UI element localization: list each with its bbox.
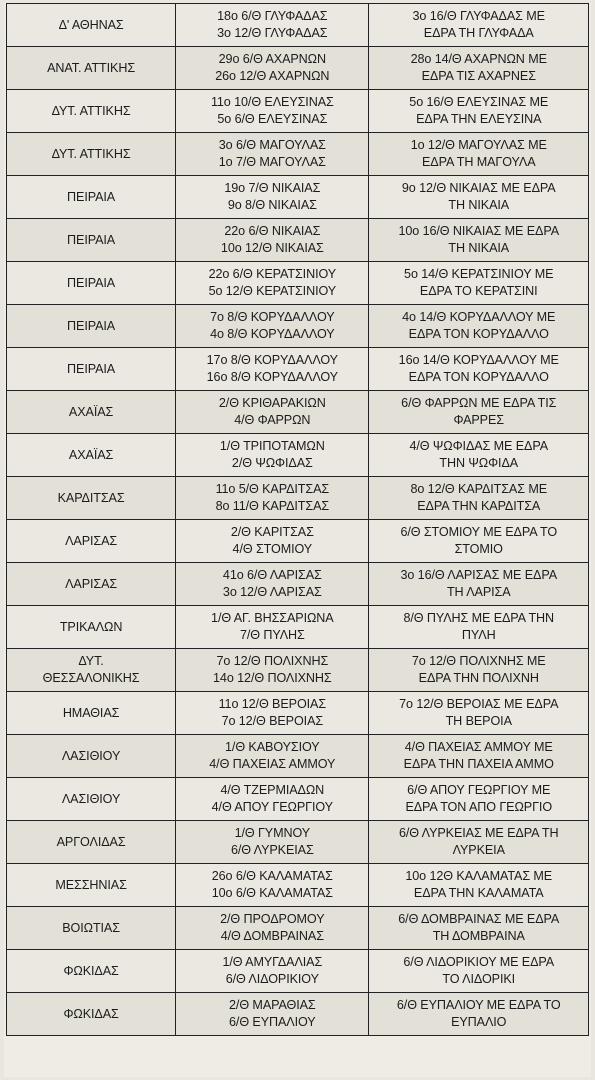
resulting-school-cell xyxy=(369,90,589,133)
school-name: 1/Θ ΑΓ. ΒΗΣΣΑΡΙΩΝΑ xyxy=(211,611,334,625)
resulting-school-cell xyxy=(369,176,589,219)
region-cell: ΠΕΙΡΑΙΑ xyxy=(7,219,176,262)
table-row xyxy=(7,477,589,520)
resulting-school-line: 28ο 14/Θ ΑΧΑΡΝΩΝ ΜΕ xyxy=(410,52,547,66)
merged-schools-cell xyxy=(176,348,369,391)
merged-schools-cell xyxy=(176,47,369,90)
school-name: 1/Θ ΚΑΒΟΥΣΙΟΥ xyxy=(225,740,320,754)
resulting-school-line: 4ο 14/Θ ΚΟΡΥΔΑΛΛΟΥ ΜΕ xyxy=(402,310,556,324)
school-name: 7ο 8/Θ ΚΟΡΥΔΑΛΛΟΥ xyxy=(210,310,335,324)
resulting-school-cell xyxy=(369,649,589,692)
resulting-school-cell xyxy=(369,434,589,477)
table-row xyxy=(7,4,589,47)
school-name: 19ο 7/Θ ΝΙΚΑΙΑΣ xyxy=(224,181,321,195)
resulting-school-line: 10ο 12Θ ΚΑΛΑΜΑΤΑΣ ΜΕ xyxy=(405,869,553,883)
region-cell: ΦΩΚΙΔΑΣ xyxy=(7,993,176,1036)
resulting-school-line: 6/Θ ΑΠΟΥ ΓΕΩΡΓΙΟΥ ΜΕ xyxy=(407,783,551,797)
resulting-school-cell xyxy=(369,262,589,305)
merged-schools-cell xyxy=(176,176,369,219)
school-name: 22ο 6/Θ ΚΕΡΑΤΣΙΝΙΟΥ xyxy=(208,267,337,281)
resulting-school-line: ΦΑΡΡΕΣ xyxy=(453,413,504,427)
resulting-school-cell xyxy=(369,692,589,735)
school-name: 2/Θ ΠΡΟΔΡΟΜΟΥ xyxy=(220,912,325,926)
region-cell: ΠΕΙΡΑΙΑ xyxy=(7,176,176,219)
table-row xyxy=(7,950,589,993)
school-name: 6/Θ ΛΙΔΟΡΙΚΙΟΥ xyxy=(225,972,319,986)
school-name: 4/Θ ΔΟΜΒΡΑΙΝΑΣ xyxy=(220,929,324,943)
resulting-school-line: ΤΗΝ ΨΩΦΙΔΑ xyxy=(439,456,519,470)
resulting-school-line: ΛΥΡΚΕΙΑ xyxy=(452,843,505,857)
school-name: 29ο 6/Θ ΑΧΑΡΝΩΝ xyxy=(218,52,326,66)
region-cell: ΦΩΚΙΔΑΣ xyxy=(7,950,176,993)
school-merger-table xyxy=(6,3,589,1036)
resulting-school-line: 6/Θ ΦΑΡΡΩΝ ΜΕ ΕΔΡΑ ΤΙΣ xyxy=(401,396,557,410)
table-row xyxy=(7,735,589,778)
table-row xyxy=(7,133,589,176)
school-name: 1ο 7/Θ ΜΑΓΟΥΛΑΣ xyxy=(218,155,326,169)
merged-schools-cell xyxy=(176,649,369,692)
resulting-school-line: ΤΗ ΔΟΜΒΡΑΙΝΑ xyxy=(432,929,525,943)
table-body xyxy=(7,4,589,1036)
table-row xyxy=(7,520,589,563)
region-cell: ΗΜΑΘΙΑΣ xyxy=(7,692,176,735)
resulting-school-line: 7ο 12/Θ ΒΕΡΟΙΑΣ ΜΕ ΕΔΡΑ xyxy=(399,697,559,711)
region-name-line: ΘΕΣΣΑΛΟΝΙΚΗΣ xyxy=(42,671,140,685)
merged-schools-cell xyxy=(176,778,369,821)
resulting-school-cell xyxy=(369,864,589,907)
resulting-school-cell xyxy=(369,520,589,563)
resulting-school-cell xyxy=(369,821,589,864)
school-name: 3ο 12/Θ ΓΛΥΦΑΔΑΣ xyxy=(217,26,328,40)
school-name: 6/Θ ΕΥΠΑΛΙΟΥ xyxy=(229,1015,316,1029)
table-row xyxy=(7,606,589,649)
resulting-school-line: 1ο 12/Θ ΜΑΓΟΥΛΑΣ ΜΕ xyxy=(410,138,547,152)
school-name: 2/Θ ΨΩΦΙΔΑΣ xyxy=(231,456,313,470)
table-row xyxy=(7,305,589,348)
resulting-school-cell xyxy=(369,735,589,778)
newspaper-clipping xyxy=(4,3,591,1077)
resulting-school-line: 8/Θ ΠΥΛΗΣ ΜΕ ΕΔΡΑ ΤΗΝ xyxy=(403,611,555,625)
resulting-school-line: 9ο 12/Θ ΝΙΚΑΙΑΣ ΜΕ ΕΔΡΑ xyxy=(401,181,556,195)
school-name: 4/Θ ΦΑΡΡΩΝ xyxy=(234,413,311,427)
table-row xyxy=(7,219,589,262)
merged-schools-cell xyxy=(176,4,369,47)
merged-schools-cell xyxy=(176,262,369,305)
merged-schools-cell xyxy=(176,219,369,262)
school-name: 3ο 6/Θ ΜΑΓΟΥΛΑΣ xyxy=(218,138,326,152)
school-name: 4/Θ ΤΖΕΡΜΙΑΔΩΝ xyxy=(220,783,325,797)
school-name: 4/Θ ΠΑΧΕΙΑΣ ΑΜΜΟΥ xyxy=(209,757,336,771)
resulting-school-cell xyxy=(369,606,589,649)
table-row xyxy=(7,649,589,692)
resulting-school-line: 5ο 14/Θ ΚΕΡΑΤΣΙΝΙΟΥ ΜΕ xyxy=(404,267,554,281)
resulting-school-cell xyxy=(369,47,589,90)
table-row xyxy=(7,348,589,391)
school-name: 26ο 12/Θ ΑΧΑΡΝΩΝ xyxy=(215,69,330,83)
merged-schools-cell xyxy=(176,993,369,1036)
school-name: 26ο 6/Θ ΚΑΛΑΜΑΤΑΣ xyxy=(211,869,333,883)
resulting-school-line: 6/Θ ΛΙΔΟΡΙΚΙΟΥ ΜΕ ΕΔΡΑ xyxy=(403,955,555,969)
merged-schools-cell xyxy=(176,864,369,907)
resulting-school-line: ΕΔΡΑ ΤΗ ΓΛΥΦΑΔΑ xyxy=(423,26,534,40)
resulting-school-line: ΕΔΡΑ ΤΗ ΜΑΓΟΥΛΑ xyxy=(421,155,536,169)
merged-schools-cell xyxy=(176,606,369,649)
school-name: 17ο 8/Θ ΚΟΡΥΔΑΛΛΟΥ xyxy=(206,353,338,367)
table-row xyxy=(7,391,589,434)
resulting-school-line: 7ο 12/Θ ΠΟΛΙΧΝΗΣ ΜΕ xyxy=(411,654,546,668)
resulting-school-line: ΤΗ ΛΑΡΙΣΑ xyxy=(446,585,511,599)
region-cell: ΛΑΣΙΘΙΟΥ xyxy=(7,735,176,778)
region-cell: ΚΑΡΔΙΤΣΑΣ xyxy=(7,477,176,520)
resulting-school-line: 4/Θ ΨΩΦΙΔΑΣ ΜΕ ΕΔΡΑ xyxy=(409,439,549,453)
resulting-school-cell xyxy=(369,391,589,434)
resulting-school-cell xyxy=(369,907,589,950)
resulting-school-cell xyxy=(369,219,589,262)
resulting-school-line: 6/Θ ΕΥΠΑΛΙΟΥ ΜΕ ΕΔΡΑ ΤΟ xyxy=(396,998,561,1012)
resulting-school-cell xyxy=(369,305,589,348)
resulting-school-cell xyxy=(369,993,589,1036)
resulting-school-line: ΣΤΟΜΙΟ xyxy=(454,542,503,556)
school-name: 14ο 12/Θ ΠΟΛΙΧΝΗΣ xyxy=(213,671,332,685)
resulting-school-line: ΕΔΡΑ ΤΟΝ ΑΠΟ ΓΕΩΡΓΙΟ xyxy=(405,800,553,814)
region-cell: ΠΕΙΡΑΙΑ xyxy=(7,262,176,305)
region-cell: ΔΥΤ. ΑΤΤΙΚΗΣ xyxy=(7,90,176,133)
school-name: 6/Θ ΛΥΡΚΕΙΑΣ xyxy=(230,843,314,857)
merged-schools-cell xyxy=(176,133,369,176)
table-row xyxy=(7,993,589,1036)
resulting-school-line: 5ο 16/Θ ΕΛΕΥΣΙΝΑΣ ΜΕ xyxy=(409,95,549,109)
merged-schools-cell xyxy=(176,391,369,434)
merged-schools-cell xyxy=(176,434,369,477)
school-name: 5ο 6/Θ ΕΛΕΥΣΙΝΑΣ xyxy=(217,112,328,126)
resulting-school-cell xyxy=(369,477,589,520)
table-row xyxy=(7,821,589,864)
resulting-school-line: ΤΟ ΛΙΔΟΡΙΚΙ xyxy=(442,972,516,986)
merged-schools-cell xyxy=(176,950,369,993)
merged-schools-cell xyxy=(176,477,369,520)
school-name: 11ο 12/Θ ΒΕΡΟΙΑΣ xyxy=(218,697,327,711)
school-name: 8ο 11/Θ ΚΑΡΔΙΤΣΑΣ xyxy=(215,499,330,513)
resulting-school-line: ΤΗ ΝΙΚΑΙΑ xyxy=(448,198,510,212)
region-cell: ΒΟΙΩΤΙΑΣ xyxy=(7,907,176,950)
resulting-school-line: 16ο 14/Θ ΚΟΡΥΔΑΛΛΟΥ ΜΕ xyxy=(398,353,559,367)
table-row xyxy=(7,778,589,821)
resulting-school-line: ΕΔΡΑ ΤΟΝ ΚΟΡΥΔΑΛΛΟ xyxy=(408,327,549,341)
table-row xyxy=(7,864,589,907)
region-cell: ΑΧΑΪΑΣ xyxy=(7,434,176,477)
region-cell: Δ' ΑΘΗΝΑΣ xyxy=(7,4,176,47)
resulting-school-line: ΕΔΡΑ ΤΗΝ ΚΑΡΔΙΤΣΑ xyxy=(417,499,541,513)
region-name-line: ΔΥΤ. xyxy=(78,654,104,668)
resulting-school-line: ΕΔΡΑ ΤΟ ΚΕΡΑΤΣΙΝΙ xyxy=(419,284,538,298)
region-cell: ΠΕΙΡΑΙΑ xyxy=(7,305,176,348)
resulting-school-cell xyxy=(369,563,589,606)
table-row xyxy=(7,692,589,735)
school-name: 16ο 8/Θ ΚΟΡΥΔΑΛΛΟΥ xyxy=(206,370,338,384)
resulting-school-line: ΕΔΡΑ ΤΗΝ ΠΑΧΕΙΑ ΑΜΜΟ xyxy=(403,757,554,771)
merged-schools-cell xyxy=(176,90,369,133)
resulting-school-line: ΕΥΠΑΛΙΟ xyxy=(451,1015,507,1029)
region-cell: ΔΥΤ. ΑΤΤΙΚΗΣ xyxy=(7,133,176,176)
school-name: 1/Θ ΤΡΙΠΟΤΑΜΩΝ xyxy=(219,439,325,453)
resulting-school-line: 8ο 12/Θ ΚΑΡΔΙΤΣΑΣ ΜΕ xyxy=(410,482,548,496)
region-cell: ΤΡΙΚΑΛΩΝ xyxy=(7,606,176,649)
resulting-school-line: ΕΔΡΑ ΤΗΝ ΠΟΛΙΧΝΗ xyxy=(418,671,539,685)
resulting-school-line: ΤΗ ΒΕΡΟΙΑ xyxy=(445,714,512,728)
merged-schools-cell xyxy=(176,520,369,563)
school-name: 7ο 12/Θ ΠΟΛΙΧΝΗΣ xyxy=(216,654,329,668)
region-cell: ΑΡΓΟΛΙΔΑΣ xyxy=(7,821,176,864)
region-cell: ΑΧΑΪΑΣ xyxy=(7,391,176,434)
region-cell: ΑΝΑΤ. ΑΤΤΙΚΗΣ xyxy=(7,47,176,90)
school-name: 11ο 10/Θ ΕΛΕΥΣΙΝΑΣ xyxy=(210,95,334,109)
resulting-school-line: ΕΔΡΑ ΤΗΝ ΚΑΛΑΜΑΤΑ xyxy=(413,886,544,900)
merged-schools-cell xyxy=(176,907,369,950)
table-row xyxy=(7,434,589,477)
school-name: 7/Θ ΠΥΛΗΣ xyxy=(239,628,305,642)
region-cell: ΛΑΡΙΣΑΣ xyxy=(7,520,176,563)
table-row xyxy=(7,907,589,950)
resulting-school-cell xyxy=(369,4,589,47)
school-name: 4/Θ ΑΠΟΥ ΓΕΩΡΓΙΟΥ xyxy=(211,800,333,814)
merged-schools-cell xyxy=(176,305,369,348)
merged-schools-cell xyxy=(176,735,369,778)
school-name: 7ο 12/Θ ΒΕΡΟΙΑΣ xyxy=(221,714,324,728)
resulting-school-line: 6/Θ ΔΟΜΒΡΑΙΝΑΣ ΜΕ ΕΔΡΑ xyxy=(398,912,560,926)
school-name: 2/Θ ΚΑΡΙΤΣΑΣ xyxy=(230,525,314,539)
region-cell xyxy=(7,649,176,692)
school-name: 22ο 6/Θ ΝΙΚΑΙΑΣ xyxy=(224,224,321,238)
resulting-school-cell xyxy=(369,950,589,993)
school-name: 41ο 6/Θ ΛΑΡΙΣΑΣ xyxy=(222,568,322,582)
resulting-school-cell xyxy=(369,348,589,391)
resulting-school-line: 10ο 16/Θ ΝΙΚΑΙΑΣ ΜΕ ΕΔΡΑ xyxy=(398,224,560,238)
table-row xyxy=(7,90,589,133)
school-name: 3ο 12/Θ ΛΑΡΙΣΑΣ xyxy=(222,585,322,599)
merged-schools-cell xyxy=(176,563,369,606)
school-name: 18ο 6/Θ ΓΛΥΦΑΔΑΣ xyxy=(217,9,328,23)
resulting-school-line: 4/Θ ΠΑΧΕΙΑΣ ΑΜΜΟΥ ΜΕ xyxy=(404,740,553,754)
school-name: 1/Θ ΓΥΜΝΟΥ xyxy=(234,826,311,840)
school-name: 9ο 8/Θ ΝΙΚΑΙΑΣ xyxy=(227,198,317,212)
resulting-school-line: 3ο 16/Θ ΛΑΡΙΣΑΣ ΜΕ ΕΔΡΑ xyxy=(400,568,558,582)
region-cell: ΜΕΣΣΗΝΙΑΣ xyxy=(7,864,176,907)
resulting-school-line: ΤΗ ΝΙΚΑΙΑ xyxy=(448,241,510,255)
resulting-school-line: 3ο 16/Θ ΓΛΥΦΑΔΑΣ ΜΕ xyxy=(412,9,545,23)
resulting-school-line: 6/Θ ΣΤΟΜΙΟΥ ΜΕ ΕΔΡΑ ΤΟ xyxy=(400,525,558,539)
school-name: 10ο 6/Θ ΚΑΛΑΜΑΤΑΣ xyxy=(211,886,333,900)
resulting-school-line: ΕΔΡΑ ΤΙΣ ΑΧΑΡΝΕΣ xyxy=(421,69,536,83)
table-row xyxy=(7,176,589,219)
school-name: 11ο 5/Θ ΚΑΡΔΙΤΣΑΣ xyxy=(215,482,330,496)
school-name: 2/Θ ΜΑΡΑΘΙΑΣ xyxy=(229,998,316,1012)
school-name: 1/Θ ΑΜΥΓΔΑΛΙΑΣ xyxy=(222,955,323,969)
resulting-school-line: ΕΔΡΑ ΤΗΝ ΕΛΕΥΣΙΝΑ xyxy=(416,112,542,126)
school-name: 10ο 12/Θ ΝΙΚΑΙΑΣ xyxy=(220,241,324,255)
merged-schools-cell xyxy=(176,692,369,735)
school-name: 2/Θ ΚΡΙΘΑΡΑΚΙΩΝ xyxy=(218,396,326,410)
resulting-school-line: ΠΥΛΗ xyxy=(461,628,496,642)
resulting-school-line: 6/Θ ΛΥΡΚΕΙΑΣ ΜΕ ΕΔΡΑ ΤΗ xyxy=(398,826,559,840)
table-row xyxy=(7,563,589,606)
school-name: 4ο 8/Θ ΚΟΡΥΔΑΛΛΟΥ xyxy=(210,327,335,341)
resulting-school-line: ΕΔΡΑ ΤΟΝ ΚΟΡΥΔΑΛΛΟ xyxy=(408,370,549,384)
resulting-school-cell xyxy=(369,133,589,176)
resulting-school-cell xyxy=(369,778,589,821)
region-cell: ΛΑΡΙΣΑΣ xyxy=(7,563,176,606)
region-cell: ΠΕΙΡΑΙΑ xyxy=(7,348,176,391)
region-cell: ΛΑΣΙΘΙΟΥ xyxy=(7,778,176,821)
school-name: 5ο 12/Θ ΚΕΡΑΤΣΙΝΙΟΥ xyxy=(208,284,337,298)
merged-schools-cell xyxy=(176,821,369,864)
table-row xyxy=(7,262,589,305)
school-name: 4/Θ ΣΤΟΜΙΟΥ xyxy=(232,542,313,556)
table-row xyxy=(7,47,589,90)
